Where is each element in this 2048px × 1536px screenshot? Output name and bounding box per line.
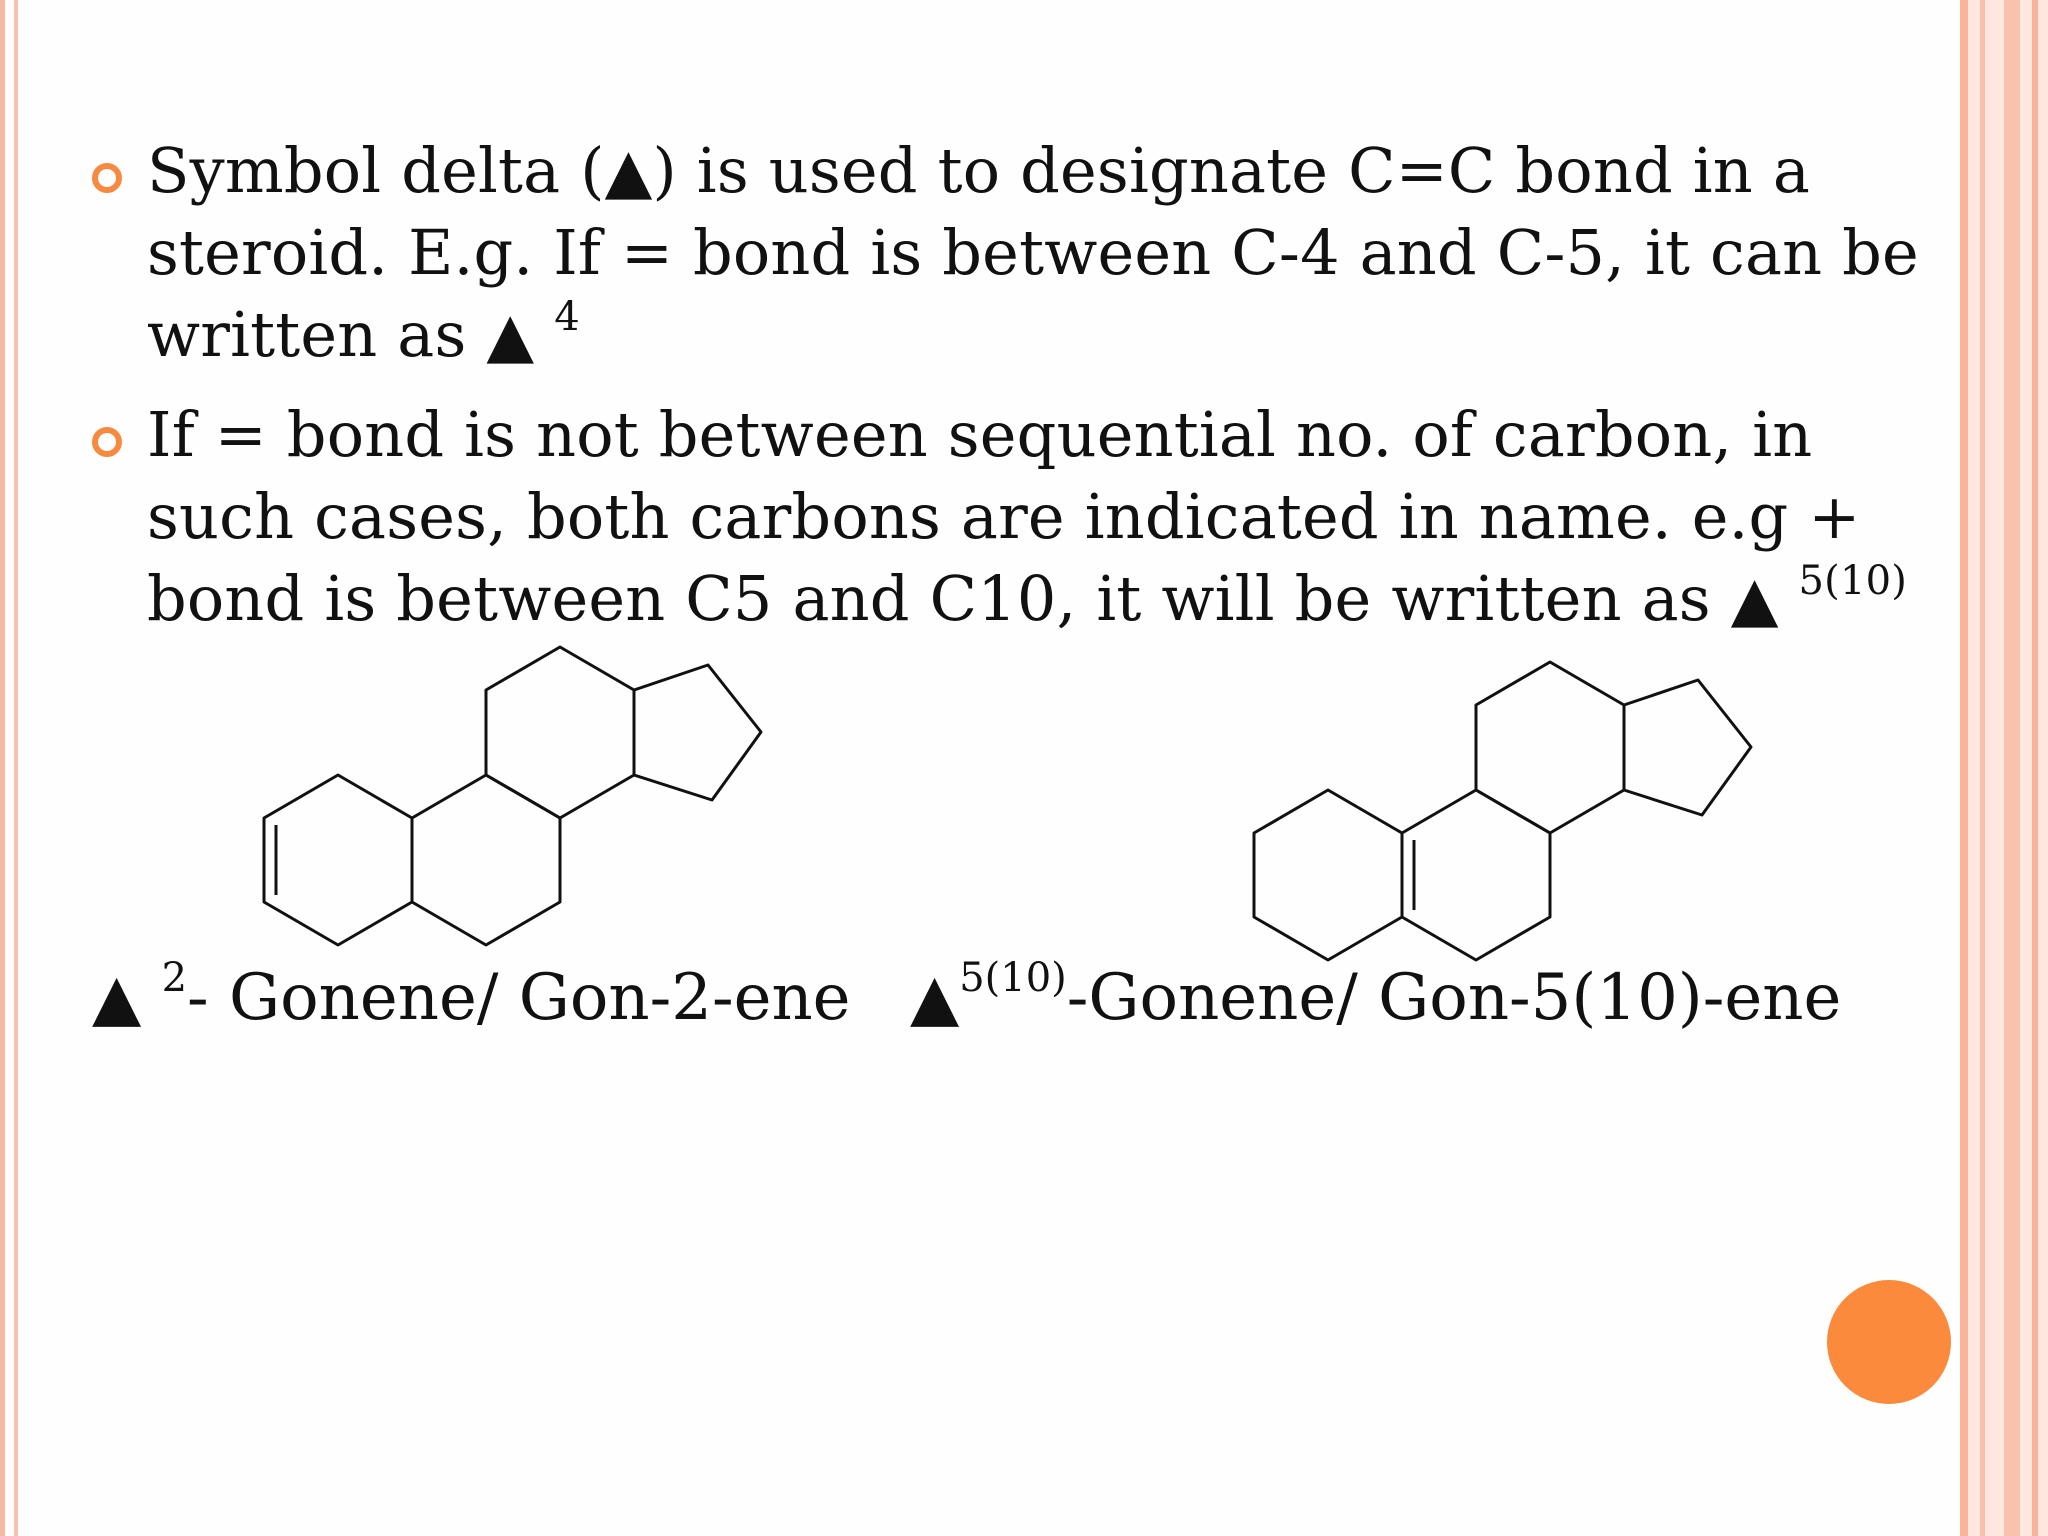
right-band-line [2004, 0, 2020, 1536]
bullet-text: Symbol delta (▲) is used to designate C=C bond in a steroid. E.g. If = bond is between C-4 and C-5, it can be written as ▲ [147, 134, 1919, 371]
right-band-line [2032, 0, 2038, 1536]
caption-superscript: 5(10) [959, 955, 1067, 1001]
right-band-line [1960, 0, 1968, 1536]
caption-text: - Gonene/ Gon-2-ene [187, 961, 851, 1035]
bullet-ring-icon [92, 163, 122, 193]
caption-superscript: 2 [161, 955, 188, 1001]
caption-gon-5-10-ene [910, 955, 1842, 1038]
orange-circle-decoration [1827, 1280, 1951, 1404]
delta-symbol: ▲ [92, 961, 162, 1035]
bullet-list [92, 130, 1952, 640]
delta-symbol: ▲ [910, 961, 960, 1035]
bullet-ring-icon [92, 427, 122, 457]
bullet-item [92, 130, 1952, 376]
bullet-item [92, 394, 1952, 640]
gon-2-ene-structure [250, 640, 790, 960]
caption-text: -Gonene/ Gon-5(10)-ene [1066, 961, 1842, 1035]
caption-gon-2-ene [92, 955, 851, 1038]
right-decorative-band [1960, 0, 2048, 1536]
superscript: 4 [554, 294, 580, 340]
left-border-inner [14, 0, 18, 1536]
left-border-outer [0, 0, 5, 1536]
superscript: 5(10) [1798, 558, 1908, 604]
right-band-line [1980, 0, 1985, 1536]
bullet-text: If = bond is not between sequential no. of carbon, in such cases, both carbons are indicated in name. e.g + bond is between C5 and C10, it will be written as ▲ [147, 398, 1861, 635]
gon-5-10-ene-structure [1240, 655, 1780, 975]
